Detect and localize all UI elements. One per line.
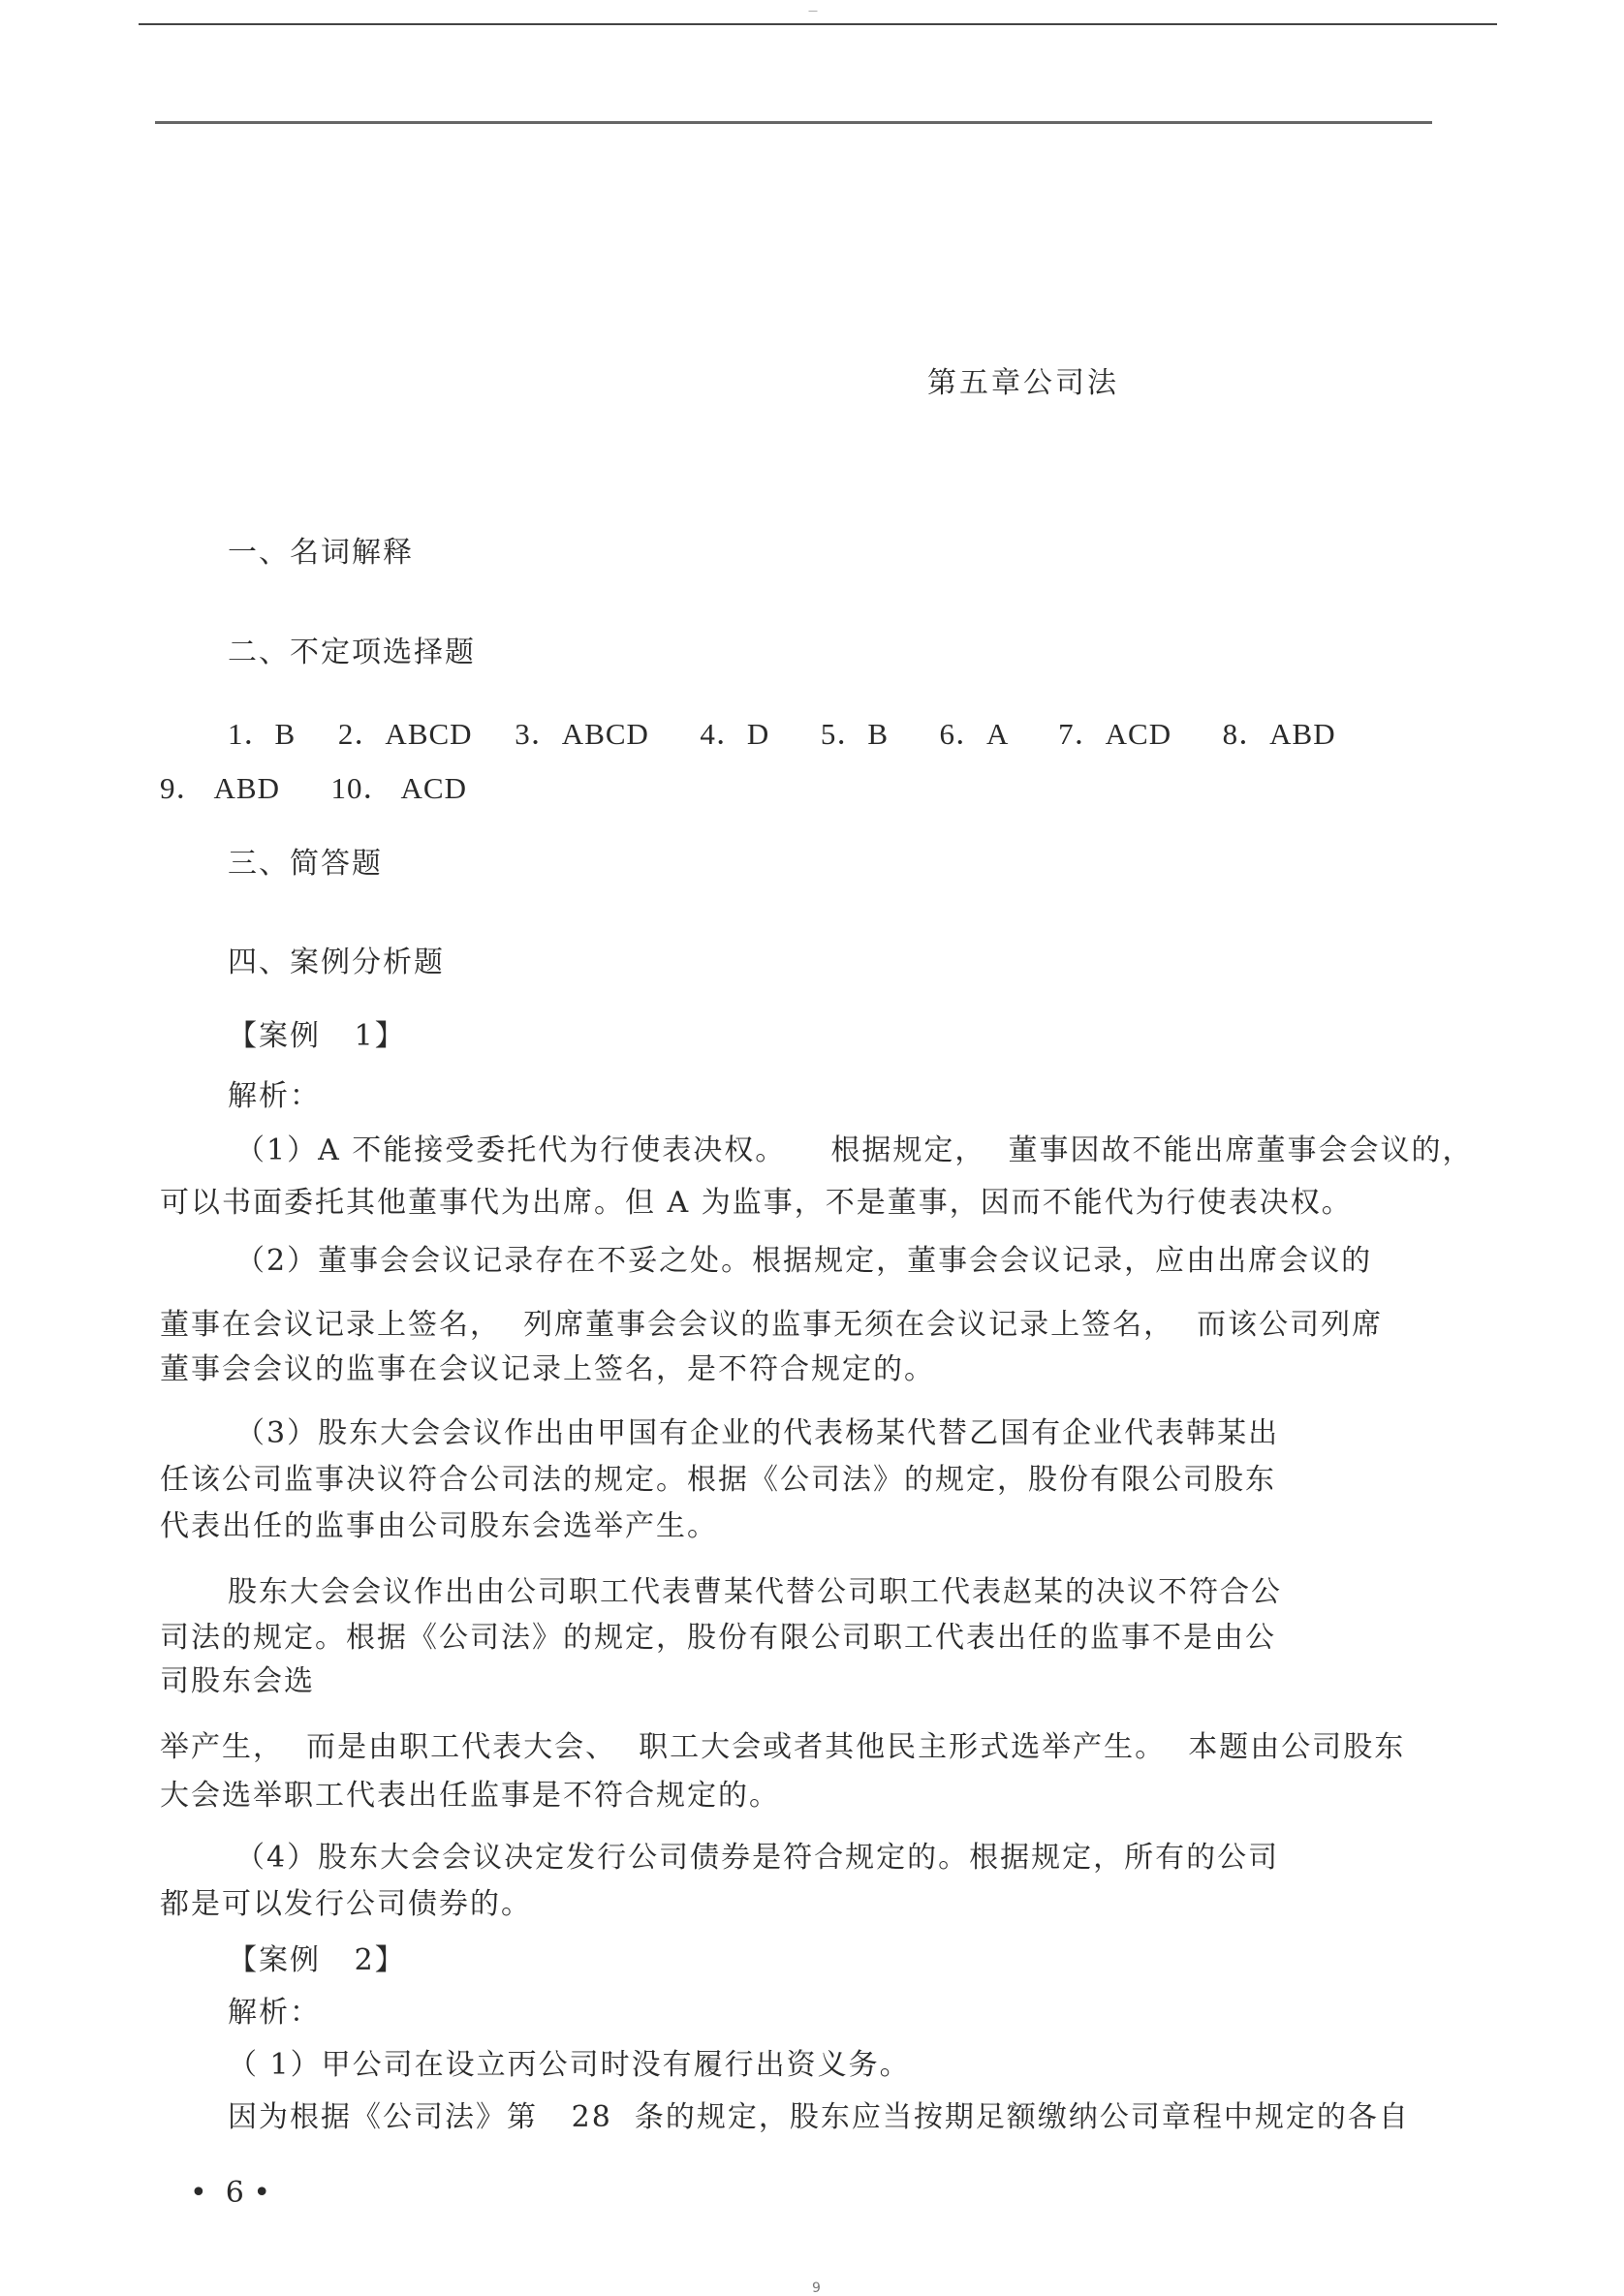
case1-line: （1）A 不能接受委托代为行使表决权。 根据规定， 董事因故不能出席董事会会议的， <box>235 1133 1474 1167</box>
answers-line-1: 1．B 2．ABCD 3．ABCD 4．D 5．B 6．A 7．ACD 8．ABD <box>228 717 1336 751</box>
section-heading-2: 二、不定项选择题 <box>228 636 476 669</box>
answers-line-2: 9． ABD 10． ACD <box>160 771 467 805</box>
chapter-title: 第五章公司法 <box>927 366 1119 400</box>
case1-line: 司法的规定。根据《公司法》的规定，股份有限公司职工代表出任的监事不是由公 <box>160 1621 1276 1655</box>
case1-line: 可以书面委托其他董事代为出席。但 A 为监事，不是董事，因而不能代为行使表决权。 <box>160 1186 1353 1220</box>
page-number: • 6 • <box>190 2176 271 2210</box>
case1-line: 举产生， 而是由职工代表大会、 职工大会或者其他民主形式选举产生。 本题由公司股东 <box>160 1730 1406 1764</box>
case1-analysis-label: 解析： <box>228 1079 321 1113</box>
header-rule-top <box>139 23 1497 25</box>
case1-line: 董事在会议记录上签名， 列席董事会会议的监事无须在会议记录上签名， 而该公司列席 <box>160 1308 1384 1342</box>
bottom-mark: 9 <box>812 2280 821 2296</box>
case1-line: （4）股东大会会议决定发行公司债券是符合规定的。根据规定，所有的公司 <box>235 1841 1280 1875</box>
case1-line: 司股东会选 <box>160 1664 315 1698</box>
case2-line: （ 1）甲公司在设立丙公司时没有履行出资义务。 <box>228 2048 911 2082</box>
case1-line: 都是可以发行公司债券的。 <box>160 1887 532 1921</box>
case2-heading: 【案例 2】 <box>228 1943 406 1977</box>
case1-line: 大会选举职工代表出任监事是不符合规定的。 <box>160 1779 780 1813</box>
top-mark: — <box>808 6 818 16</box>
case1-line: 代表出任的监事由公司股东会选举产生。 <box>160 1509 718 1543</box>
case2-line: 因为根据《公司法》第 28 条的规定，股东应当按期足额缴纳公司章程中规定的各自 <box>228 2100 1410 2134</box>
section-heading-4: 四、案例分析题 <box>228 946 445 979</box>
section-heading-3: 三、简答题 <box>228 847 383 881</box>
case1-heading: 【案例 1】 <box>228 1019 406 1053</box>
case1-line: （2）董事会会议记录存在不妥之处。根据规定，董事会会议记录，应由出席会议的 <box>235 1244 1373 1278</box>
section-heading-1: 一、名词解释 <box>228 536 414 570</box>
case1-line: 任该公司监事决议符合公司法的规定。根据《公司法》的规定，股份有限公司股东 <box>160 1463 1276 1497</box>
case1-line: 股东大会会议作出由公司职工代表曹某代替公司职工代表赵某的决议不符合公 <box>228 1575 1282 1609</box>
case2-analysis-label: 解析： <box>228 1996 321 2030</box>
case1-line: 董事会会议的监事在会议记录上签名，是不符合规定的。 <box>160 1352 935 1386</box>
header-rule <box>155 121 1432 124</box>
case1-line: （3）股东大会会议作出由甲国有企业的代表杨某代替乙国有企业代表韩某出 <box>235 1416 1280 1450</box>
